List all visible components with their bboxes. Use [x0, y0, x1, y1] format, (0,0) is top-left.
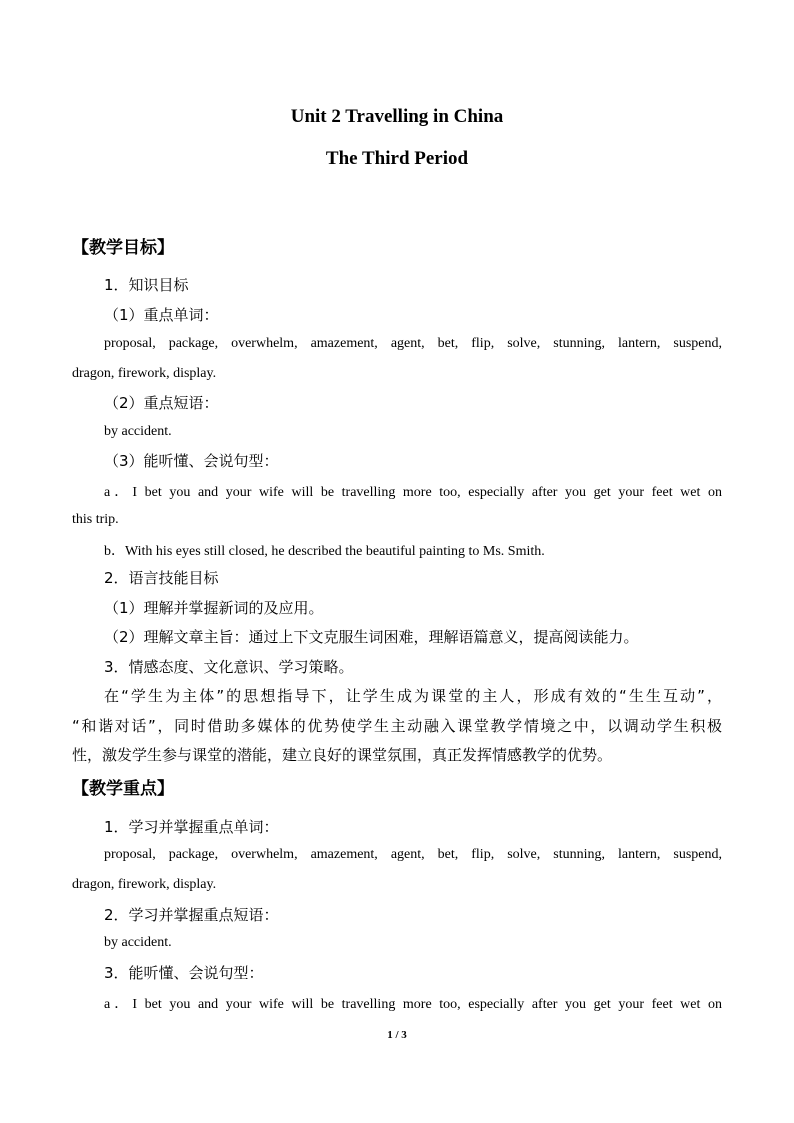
objective-sentence-a-line-2: this trip.: [72, 512, 119, 527]
objective-paragraph-line-3: 性，激发学生参与课堂的潜能，建立良好的课堂氛围，真正发挥情感教学的优势。: [72, 746, 613, 764]
objective-sub-3-label: （3）能听懂、会说句型：: [104, 452, 279, 470]
objective-words-line-2: dragon, firework, display.: [72, 366, 217, 381]
document-subtitle: The Third Period: [325, 148, 469, 169]
objective-phrase: by accident.: [104, 424, 172, 439]
objective-item-3: 3．情感态度、文化意识、学习策略。: [104, 658, 354, 676]
objective-words-line-1: proposal, package, overwhelm, amazement, agent, bet, flip, solve, stunning, lantern, suspend,: [104, 336, 722, 351]
key-point-item-1: 1．学习并掌握重点单词：: [104, 818, 279, 836]
page-number: 1 / 3: [387, 1029, 407, 1041]
objective-item-1: 1．知识目标: [104, 276, 189, 294]
key-point-item-2: 2．学习并掌握重点短语：: [104, 906, 279, 924]
section-heading-objectives: 【教学目标】: [72, 238, 174, 258]
key-point-words-line-1: proposal, package, overwhelm, amazement, agent, bet, flip, solve, stunning, lantern, suspend,: [104, 847, 722, 862]
objective-sentence-a-line-1: a．I bet you and your wife will be travelling more too, especially after you get your feet wet on: [104, 485, 722, 500]
objective-sub-2-label: （2）重点短语：: [104, 394, 219, 412]
key-point-item-3: 3．能听懂、会说句型：: [104, 964, 264, 982]
objective-skill-1: （1）理解并掌握新词的及应用。: [104, 599, 324, 617]
objective-skill-2: （2）理解文章主旨：通过上下文克服生词困难，理解语篇意义，提高阅读能力。: [104, 628, 639, 646]
key-point-words-line-2: dragon, firework, display.: [72, 877, 217, 892]
objective-sub-1-label: （1）重点单词：: [104, 306, 219, 324]
key-point-phrase: by accident.: [104, 935, 172, 950]
key-point-sentence-a-line-1: a．I bet you and your wife will be travelling more too, especially after you get your feet wet on: [104, 997, 722, 1012]
section-heading-key-points: 【教学重点】: [72, 779, 174, 799]
document-title: Unit 2 Travelling in China: [290, 106, 504, 127]
objective-paragraph-line-2: “和谐对话”，同时借助多媒体的优势使学生主动融入课堂教学情境之中，以调动学生积极: [72, 717, 722, 735]
objective-item-2: 2．语言技能目标: [104, 569, 219, 587]
objective-paragraph-line-1: 在“学生为主体”的思想指导下，让学生成为课堂的主人，形成有效的“生生互动”，: [104, 687, 722, 705]
objective-sentence-b: b．With his eyes still closed, he described the beautiful painting to Ms. Smith.: [104, 544, 545, 559]
